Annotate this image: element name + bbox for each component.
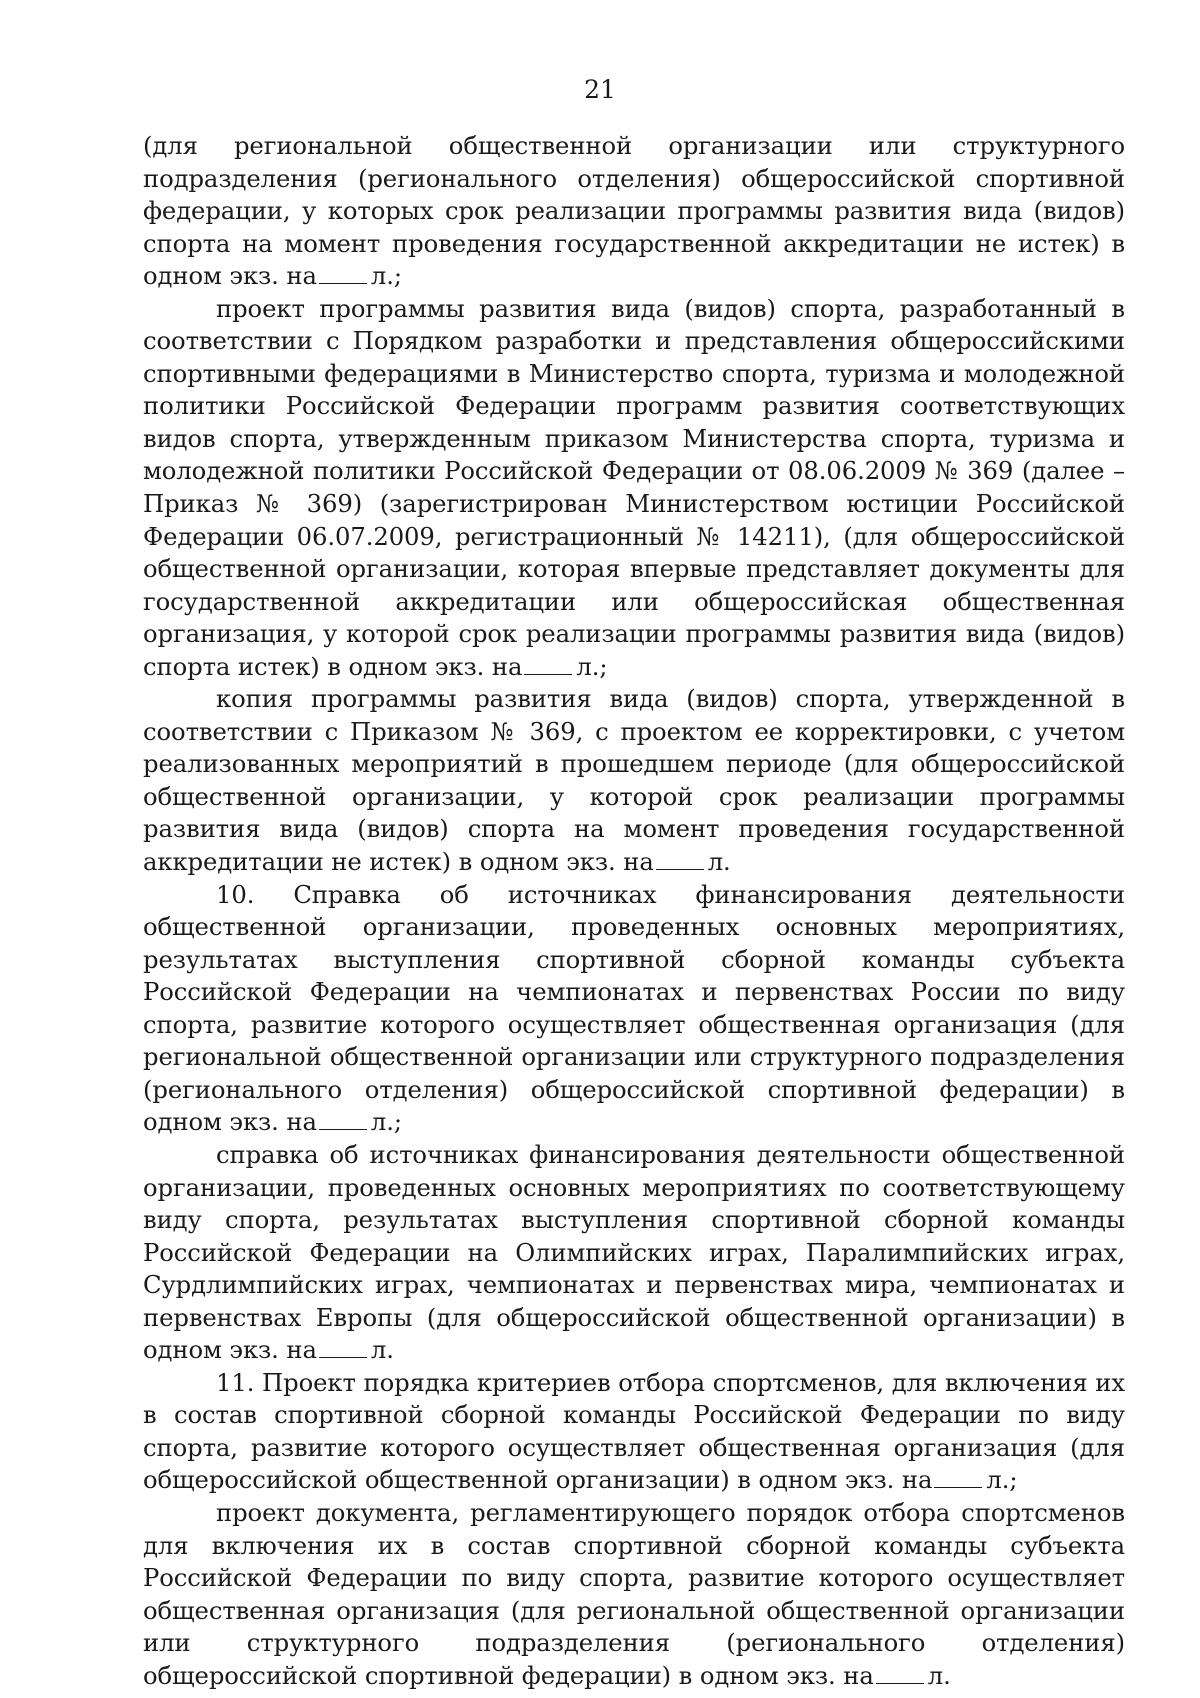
paragraph-national-funding bbox=[143, 1139, 1125, 1367]
blank-line bbox=[319, 1109, 367, 1130]
paragraph-ending: ; bbox=[1009, 1465, 1018, 1495]
paragraph-text: проект программы развития вида (видов) спорта, разработанный в соответствии с Порядком разработки и представления общероссийскими спортивными федерациями в Министерство спорта, туризма и молодежной политики Российской Федерации программ развития соответствующих видов спорта, утвержденным приказом Министерства спорта, туризма и молодежной политики Российской Федерации от 08.06.2009 № 369 (далее – Приказ № 369) (зарегистрирован Министерством юстиции Российской Федерации 06.07.2009, регистрационный № 14211), (для общероссийской общественной организации, которая впервые представляет документы для государственной аккредитации или общероссийская общественная организация, у которой срок реализации программы развития вида (видов) спорта истек) в одном экз. на bbox=[143, 293, 1125, 681]
paragraph-text: (для региональной общественной организации или структурного подразделения (регионального отделения) общероссийской спортивной федерации, у которых срок реализации программы развития вида (видов) спорта на момент проведения государственной аккредитации не истек) в одном экз. на bbox=[143, 131, 1125, 291]
sheets-unit: л. bbox=[707, 847, 731, 877]
blank-line bbox=[319, 1337, 367, 1358]
blank-line bbox=[524, 654, 572, 675]
blank-line bbox=[656, 849, 704, 870]
paragraph-ending: ; bbox=[599, 651, 608, 681]
sheets-unit: л. bbox=[370, 261, 394, 291]
paragraph-program-copy bbox=[143, 683, 1125, 878]
sheets-unit: л. bbox=[927, 1660, 951, 1690]
paragraph-text: 11. Проект порядка критериев отбора спортсменов, для включения их в состав спортивной сборной команды Российской Федерации по виду спорта, развитие которого осуществляет общественная организация (для общероссийской общественной организации) в одном экз. на bbox=[143, 1367, 1125, 1495]
paragraph-text: 10. Справка об источниках финансирования деятельности общественной организации, проведенных основных мероприятиях, результатах выступления спортивной сборной команды субъекта Российской Федерации на чемпионатах и первенствах России по виду спорта, развитие которого осуществляет общественная организация (для региональной общественной организации или структурного подразделения (регионального отделения) общероссийской спортивной федерации) в одном экз. на bbox=[143, 879, 1125, 1137]
sheets-unit: л. bbox=[370, 1335, 394, 1365]
paragraph-regional-selection-procedure bbox=[143, 1497, 1125, 1692]
sheets-unit: л. bbox=[576, 651, 600, 681]
paragraph-program-draft bbox=[143, 293, 1125, 684]
document-body bbox=[143, 130, 1125, 1692]
blank-line bbox=[876, 1663, 924, 1684]
blank-line bbox=[319, 263, 367, 284]
blank-line bbox=[934, 1467, 982, 1488]
sheets-unit: л. bbox=[370, 1107, 394, 1137]
paragraph-item-10-regional-funding bbox=[143, 879, 1125, 1139]
page-number: 21 bbox=[584, 75, 616, 104]
paragraph-regional-program-term bbox=[143, 130, 1125, 293]
paragraph-ending: ; bbox=[393, 261, 402, 291]
paragraph-text: копия программы развития вида (видов) спорта, утвержденной в соответствии с Приказом № 369, с проектом ее корректировки, с учетом реализованных мероприятий в прошедшем периоде (для общероссийской общественной организации, у которой срок реализации программы развития вида (видов) спорта на момент проведения государственной аккредитации не истек) в одном экз. на bbox=[143, 684, 1125, 877]
sheets-unit: л. bbox=[986, 1465, 1010, 1495]
paragraph-item-11-selection-criteria bbox=[143, 1367, 1125, 1497]
paragraph-text: проект документа, регламентирующего порядок отбора спортсменов для включения их в состав спортивной сборной команды субъекта Российской Федерации по виду спорта, развитие которого осуществляет общественная организация (для региональной общественной организации или структурного подразделения (регионального отделения) общероссийской спортивной федерации) в одном экз. на bbox=[143, 1497, 1125, 1690]
paragraph-ending: ; bbox=[393, 1107, 402, 1137]
paragraph-text: справка об источниках финансирования деятельности общественной организации, проведенных основных мероприятиях по соответствующему виду спорта, результатах выступления спортивной сборной команды Российской Федерации на Олимпийских играх, Паралимпийских играх, Сурдлимпийских играх, чемпионатах и первенствах мира, чемпионатах и первенствах Европы (для общероссийской общественной организации) в одном экз. на bbox=[143, 1139, 1125, 1365]
